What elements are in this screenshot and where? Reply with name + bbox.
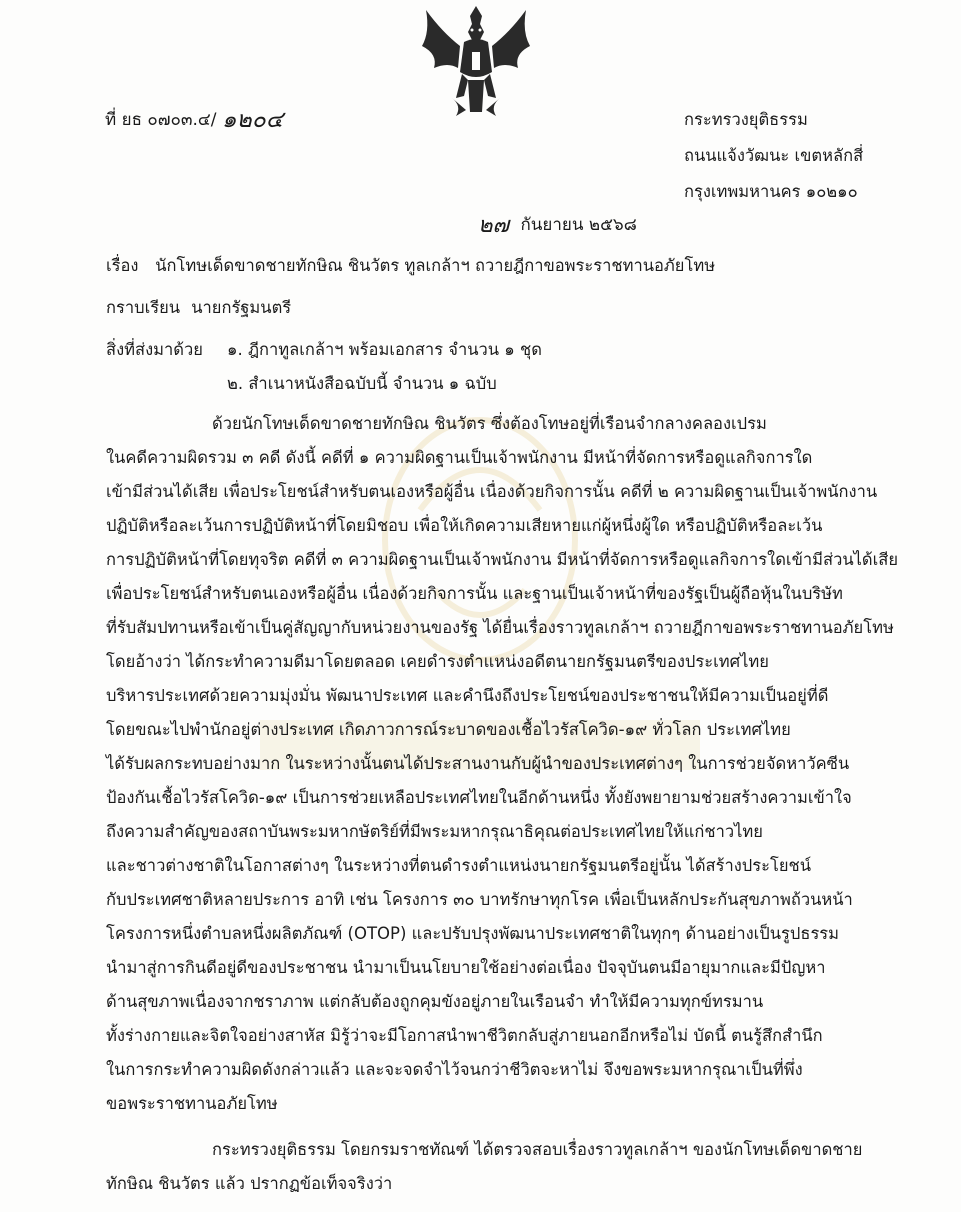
body-line: โดยขณะไปพำนักอยู่ต่างประเทศ เกิดภาวการณ์ระบาดของเชื้อไวรัสโควิด-๑๙ ทั่วโลก ประเทศไทย bbox=[106, 720, 791, 739]
recipient-label: กราบเรียน bbox=[106, 298, 181, 317]
body-line: ในการกระทำความผิดดังกล่าวแล้ว และจะจดจำไว้จนกว่าชีวิตจะหาไม่ จึงขอพระมหากรุณาเป็นที่พึ่ง bbox=[106, 1060, 803, 1079]
body-line: กระทรวงยุติธรรม โดยกรมราชทัณฑ์ ได้ตรวจสอบเรื่องราวทูลเกล้าฯ ของนักโทษเด็ดขาดชาย bbox=[212, 1140, 863, 1159]
body-line: เพื่อประโยชน์สำหรับตนเองหรือผู้อื่น เนื่องด้วยกิจการนั้น และฐานเป็นเจ้าหน้าที่ของรัฐเป็นผู้ถือหุ้นในบริษัท bbox=[106, 584, 843, 603]
body-line: โดยอ้างว่า ได้กระทำความดีมาโดยตลอด เคยดำรงตำแหน่งอดีตนายกรัฐมนตรีของประเทศไทย bbox=[106, 652, 769, 671]
body-line: เข้ามีส่วนได้เสีย เพื่อประโยชน์สำหรับตนเองหรือผู้อื่น เนื่องด้วยกิจการนั้น คดีที่ ๒ ความผิดฐานเป็นเจ้าพนักงาน bbox=[106, 482, 878, 501]
body-line: บริหารประเทศด้วยความมุ่งมั่น พัฒนาประเทศ และคำนึงถึงประโยชน์ของประชาชนให้มีความเป็นอยู่ที่ดี bbox=[106, 686, 829, 705]
body-line: ในคดีความผิดรวม ๓ คดี ดังนี้ คดีที่ ๑ ความผิดฐานเป็นเจ้าพนักงาน มีหน้าที่จัดการหรือดูแลกิจการใด bbox=[106, 448, 813, 467]
subject-line bbox=[106, 254, 715, 278]
document-date bbox=[478, 213, 637, 238]
body-line: ปฏิบัติหรือละเว้นการปฏิบัติหน้าที่โดยมิชอบ เพื่อให้เกิดความเสียหายแก่ผู้หนึ่งผู้ใด หรือปฏิบัติหรือละเว้น bbox=[106, 516, 823, 535]
body-line: นำมาสู่การกินดีอยู่ดีของประชาชน นำมาเป็นนโยบายใช้อย่างต่อเนื่อง ปัจจุบันตนมีอายุมากและมีปัญหา bbox=[106, 958, 826, 977]
reference-prefix: ที่ ยธ ๐๗๐๓.๔/ bbox=[105, 110, 217, 130]
body-line: โครงการหนึ่งตำบลหนึ่งผลิตภัณฑ์ (OTOP) และปรับปรุงพัฒนาประเทศชาติในทุกๆ ด้านอย่างเป็นรูปธรรม bbox=[106, 924, 840, 943]
body-line: และชาวต่างชาติในโอกาสต่างๆ ในระหว่างที่ตนดำรงตำแหน่งนายกรัฐมนตรีอยู่นั้น ได้สร้างประโยชน์ bbox=[106, 856, 812, 875]
reference-handwritten-number: ๑๒๐๔ bbox=[221, 107, 284, 133]
address-line-road: ถนนแจ้งวัฒนะ เขตหลักสี่ bbox=[684, 146, 864, 165]
body-line: ทักษิณ ชินวัตร แล้ว ปรากฏข้อเท็จจริงว่า bbox=[106, 1174, 393, 1193]
body-line: ด้วยนักโทษเด็ดขาดชายทักษิณ ชินวัตร ซึ่งต้องโทษอยู่ที่เรือนจำกลางคลองเปรม bbox=[212, 414, 767, 433]
enclosure-item-1: ๑. ฎีกาทูลเกล้าฯ พร้อมเอกสาร จำนวน ๑ ชุด bbox=[227, 340, 542, 359]
reference-number bbox=[105, 108, 283, 132]
address-line-ministry: กระทรวงยุติธรรม bbox=[684, 110, 808, 129]
body-line: การปฏิบัติหน้าที่โดยทุจริต คดีที่ ๓ ความผิดฐานเป็นเจ้าพนักงาน มีหน้าที่จัดการหรือดูแลกิจการใดเข้ามีส่วนได้เสีย bbox=[106, 550, 898, 569]
garuda-emblem-icon bbox=[412, 2, 540, 124]
address-line-city: กรุงเทพมหานคร ๑๐๒๑๐ bbox=[684, 182, 858, 201]
body-line: ด้านสุขภาพเนื่องจากชราภาพ แต่กลับต้องถูกคุมขังอยู่ภายในเรือนจำ ทำให้มีความทุกข์ทรมาน bbox=[106, 992, 764, 1011]
body-line: ได้รับผลกระทบอย่างมาก ในระหว่างนั้นตนได้ประสานงานกับผู้นำของประเทศต่างๆ ในการช่วยจัดหาวัคซีน bbox=[106, 754, 850, 773]
recipient-line bbox=[106, 296, 291, 320]
subject-text: นักโทษเด็ดขาดชายทักษิณ ชินวัตร ทูลเกล้าฯ ถวายฎีกาขอพระราชทานอภัยโทษ bbox=[155, 256, 716, 275]
body-line: ที่รับสัมปทานหรือเข้าเป็นคู่สัญญากับหน่วยงานของรัฐ ได้ยื่นเรื่องราวทูลเกล้าฯ ถวายฎีกาขอพระราชทานอภัยโทษ bbox=[106, 618, 894, 637]
subject-label: เรื่อง bbox=[106, 256, 139, 275]
date-month-year: กันยายน ๒๕๖๘ bbox=[520, 215, 637, 235]
date-day-handwritten: ๒๗ bbox=[478, 213, 510, 238]
body-line: ทั้งร่างกายและจิตใจอย่างสาหัส มิรู้ว่าจะมีโอกาสนำพาชีวิตกลับสู่ภายนอกอีกหรือไม่ บัดนี้ ตนรู้สึกสำนึก bbox=[106, 1026, 823, 1045]
recipient-text: นายกรัฐมนตรี bbox=[191, 298, 292, 317]
enclosures-label: สิ่งที่ส่งมาด้วย bbox=[106, 340, 203, 359]
body-line: ป้องกันเชื้อไวรัสโควิด-๑๙ เป็นการช่วยเหลือประเทศไทยในอีกด้านหนึ่ง ทั้งยังพยายามช่วยสร้างความเข้าใจ bbox=[106, 788, 852, 807]
body-line: ถึงความสำคัญของสถาบันพระมหากษัตริย์ที่มีพระมหากรุณาธิคุณต่อประเทศไทยให้แก่ชาวไทย bbox=[106, 822, 763, 841]
enclosure-item-2: ๒. สำเนาหนังสือฉบับนี้ จำนวน ๑ ฉบับ bbox=[227, 374, 497, 393]
body-line: กับประเทศชาติหลายประการ อาทิ เช่น โครงการ ๓๐ บาทรักษาทุกโรค เพื่อเป็นหลักประกันสุขภาพถ้วนหน้า bbox=[106, 890, 853, 909]
body-line: ขอพระราชทานอภัยโทษ bbox=[106, 1094, 278, 1113]
